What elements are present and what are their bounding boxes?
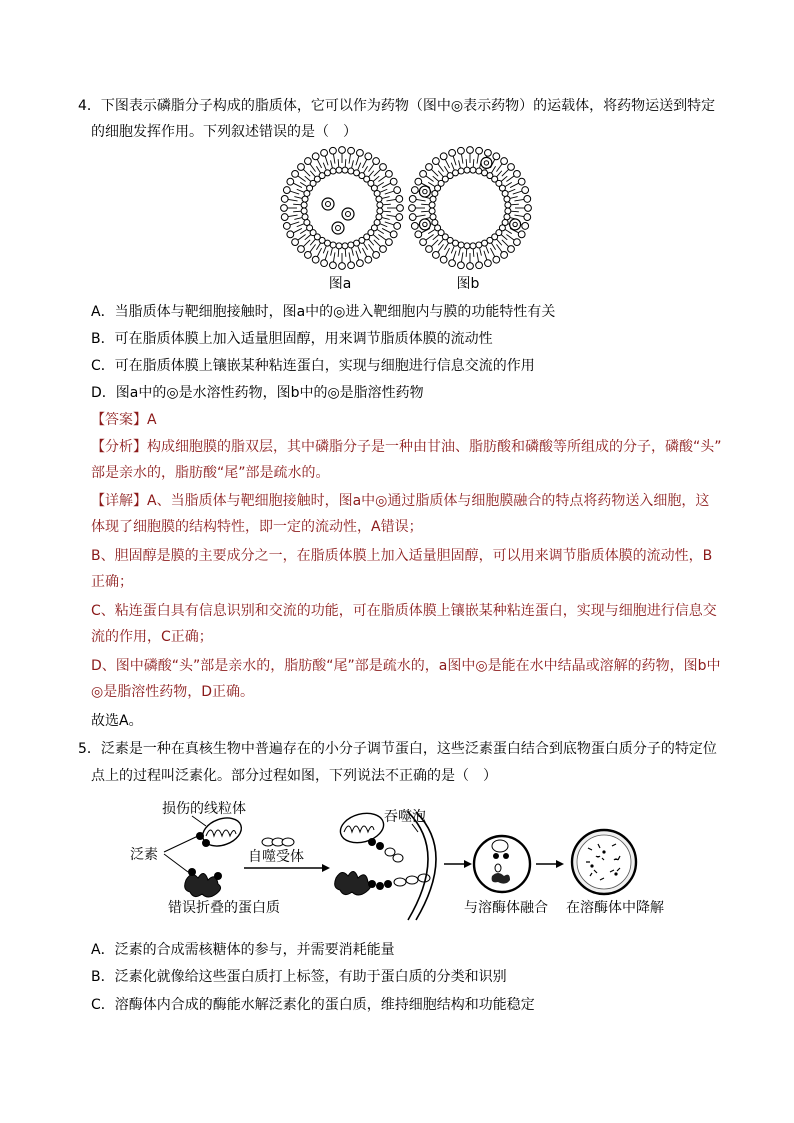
label-damaged-mitochondrion: 损伤的线粒体 (162, 801, 246, 817)
q5-option-a: A．泛素的合成需核糖体的参与，并需要消耗能量 (91, 942, 395, 958)
q4-detail-line7: D、图中磷酸“头”部是亲水的，脂肪酸“尾”部是疏水的，a图中◎是能在水中结晶或溶解的药物，图b中 (91, 658, 721, 674)
autolysosome-icon (474, 836, 530, 892)
q4-detail-line5: C、粘连蛋白具有信息识别和交流的功能，可在脂质体膜上镶嵌某种粘连蛋白，实现与细胞进行信息交 (91, 603, 717, 619)
ubiquitin-icon (202, 839, 210, 847)
fig-a-label: 图a (328, 276, 352, 292)
q4-option-b: B．可在脂质体膜上加入适量胆固醇，用来调节脂质体膜的流动性 (91, 331, 493, 347)
q4-detail-line6: 流的作用，C正确； (91, 629, 213, 645)
label-misfolded-protein: 错误折叠的蛋白质 (168, 900, 280, 916)
label-ubiquitin: 泛素 (130, 847, 158, 863)
q5-stem-line2: 点上的过程叫泛素化。部分过程如图，下列说法不正确的是（ ） (91, 768, 497, 784)
q4-analysis-line2: 部是亲水的，脂肪酸“尾”部是疏水的。 (91, 465, 330, 481)
label-degraded-in-lysosome: 在溶酶体中降解 (566, 900, 664, 916)
lysosome-degradation-icon (572, 830, 636, 894)
q4-option-c: C．可在脂质体膜上镶嵌某种粘连蛋白，实现与细胞进行信息交流的作用 (91, 358, 535, 374)
q5-option-b: B．泛素化就像给这些蛋白质打上标签，有助于蛋白质的分类和识别 (91, 969, 507, 985)
misfolded-protein-icon (335, 871, 430, 895)
q5-stem-line1: 5．泛素是一种在真核生物中普遍存在的小分子调节蛋白，这些泛素蛋白结合到底物蛋白质分子的特定位 (78, 741, 717, 757)
misfolded-protein-icon (185, 868, 222, 897)
fig-b-label: 图b (456, 276, 480, 292)
q4-option-a: A．当脂质体与靶细胞接触时，图a中的◎进入靶细胞内与膜的功能特性有关 (91, 304, 556, 320)
q4-answer: 【答案】A (91, 412, 157, 428)
q4-stem-line1: 4．下图表示磷脂分子构成的脂质体，它可以作为药物（图中◎表示药物）的运载体，将药物运送到特定 (78, 98, 716, 114)
q4-detail-line3: B、胆固醇是膜的主要成分之一，在脂质体膜上加入适量胆固醇，可以用来调节脂质体膜的流动性，B (91, 548, 713, 564)
q4-detail-line2: 体现了细胞膜的结构特性，即一定的流动性，A错误； (91, 519, 423, 535)
autophagy-receptor-icon (262, 838, 294, 846)
q4-analysis-line1: 【分析】构成细胞膜的脂双层，其中磷脂分子是一种由甘油、脂肪酸和磷酸等所组成的分子，磷酸“头” (91, 439, 722, 455)
q4-detail-line4: 正确； (91, 574, 133, 590)
q5-option-c: C．溶酶体内合成的酶能水解泛素化的蛋白质，维持细胞结构和功能稳定 (91, 997, 535, 1013)
label-fuse-with-lysosome: 与溶酶体融合 (464, 900, 548, 916)
q4-detail-line1: 【详解】A、当脂质体与靶细胞接触时，图a中◎通过脂质体与细胞膜融合的特点将药物送入细胞，这 (91, 493, 710, 509)
liposome-b (409, 147, 532, 270)
q4-detail-line8: ◎是脂溶性药物，D正确。 (91, 684, 254, 700)
q4-option-d: D．图a中的◎是水溶性药物，图b中的◎是脂溶性药物 (91, 385, 424, 401)
liposome-figure (280, 146, 540, 296)
label-phagophore: 吞噬泡 (384, 809, 426, 825)
q4-conclusion: 故选A。 (91, 713, 143, 729)
ubiquitination-figure (126, 796, 686, 936)
ubiquitin-icon (196, 832, 204, 840)
q4-stem-line2: 的细胞发挥作用。下列叙述错误的是（ ） (91, 124, 357, 140)
label-autophagy-receptor: 自噬受体 (248, 849, 304, 865)
liposome-a (281, 147, 404, 270)
